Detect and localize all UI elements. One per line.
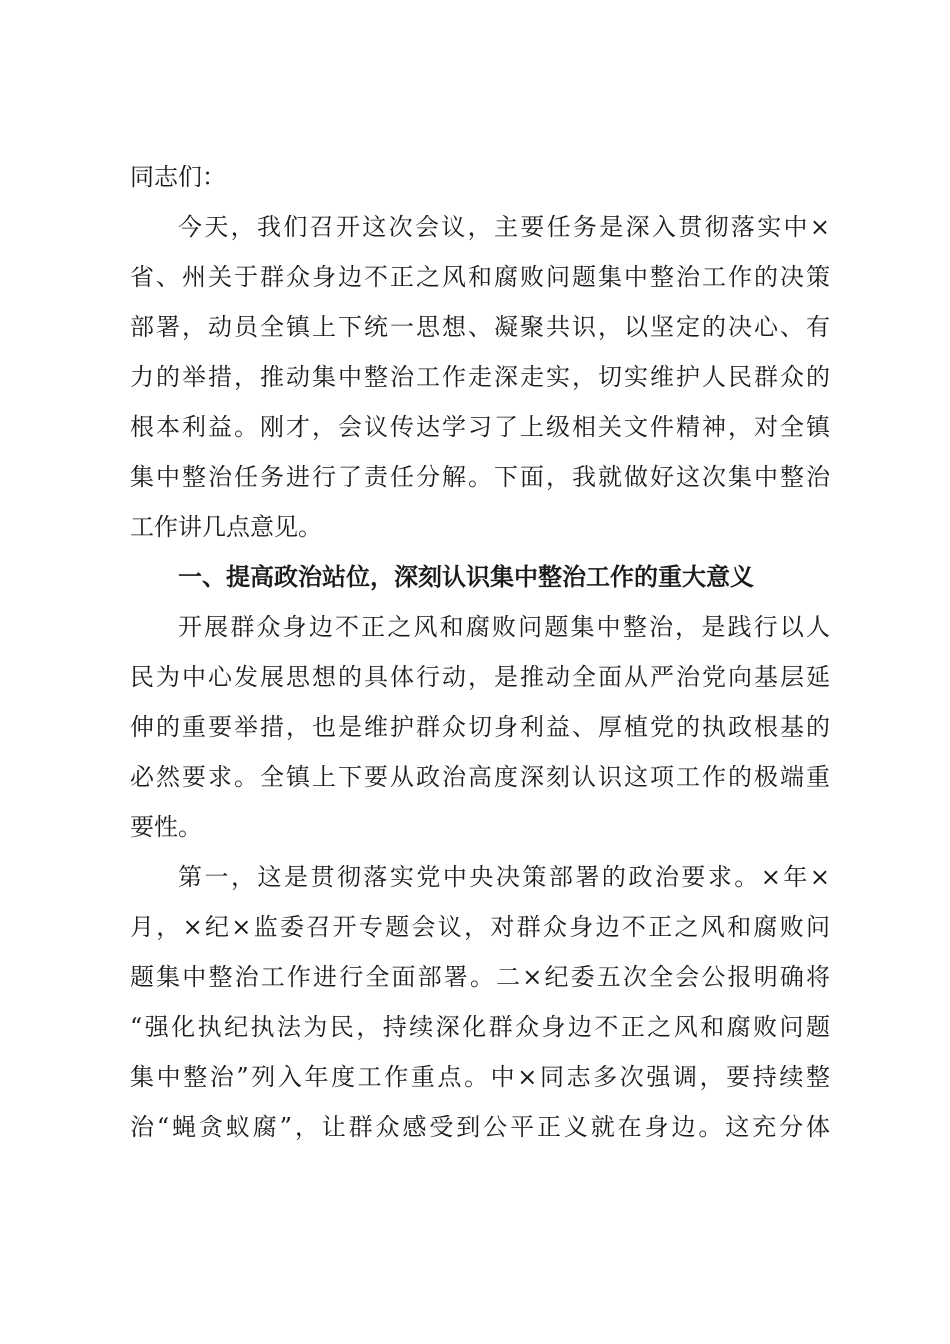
paragraph-3 [130,852,830,1152]
text-line: 省、州关于群众身边不正之风和腐败问题集中整治工作的决策 [130,263,830,291]
text-line: 必然要求。全镇上下要从政治高度深刻认识这项工作的极端重 [130,763,830,791]
text-line: 工作讲几点意见。 [130,513,322,541]
text-line: “强化执纪执法为民，持续深化群众身边不正之风和腐败问题 [130,1013,830,1041]
text-line: 开展群众身边不正之风和腐败问题集中整治，是践行以人 [178,613,830,641]
document-body [130,152,830,1152]
text-line: 力的举措，推动集中整治工作走深走实，切实维护人民群众的 [130,363,830,391]
paragraph-1 [130,202,830,552]
text-line: 治“蝇贪蚁腐”，让群众感受到公平正义就在身边。这充分体 [130,1113,830,1141]
text-line: 集中整治”列入年度工作重点。中×同志多次强调，要持续整 [130,1063,830,1091]
text-line: 部署，动员全镇上下统一思想、凝聚共识，以坚定的决心、有 [130,313,830,341]
text-line: 今天，我们召开这次会议，主要任务是深入贯彻落实中× [178,213,830,241]
text-line: 要性。 [130,813,202,841]
text-line: 月，×纪×监委召开专题会议，对群众身边不正之风和腐败问 [130,913,830,941]
text-line: 题集中整治工作进行全面部署。二×纪委五次全会公报明确将 [130,963,830,991]
text-line: 根本利益。刚才，会议传达学习了上级相关文件精神，对全镇 [130,413,830,441]
paragraph-2 [130,602,830,852]
text-line: 第一，这是贯彻落实党中央决策部署的政治要求。×年× [178,863,830,891]
text-line: 伸的重要举措，也是维护群众切身利益、厚植党的执政根基的 [130,713,830,741]
text-line: 集中整治任务进行了责任分解。下面，我就做好这次集中整治 [130,463,830,491]
text-line: 民为中心发展思想的具体行动，是推动全面从严治党向基层延 [130,663,830,691]
salutation: 同志们： [130,163,226,191]
section-heading-1: 一、提高政治站位，深刻认识集中整治工作的重大意义 [178,563,754,591]
